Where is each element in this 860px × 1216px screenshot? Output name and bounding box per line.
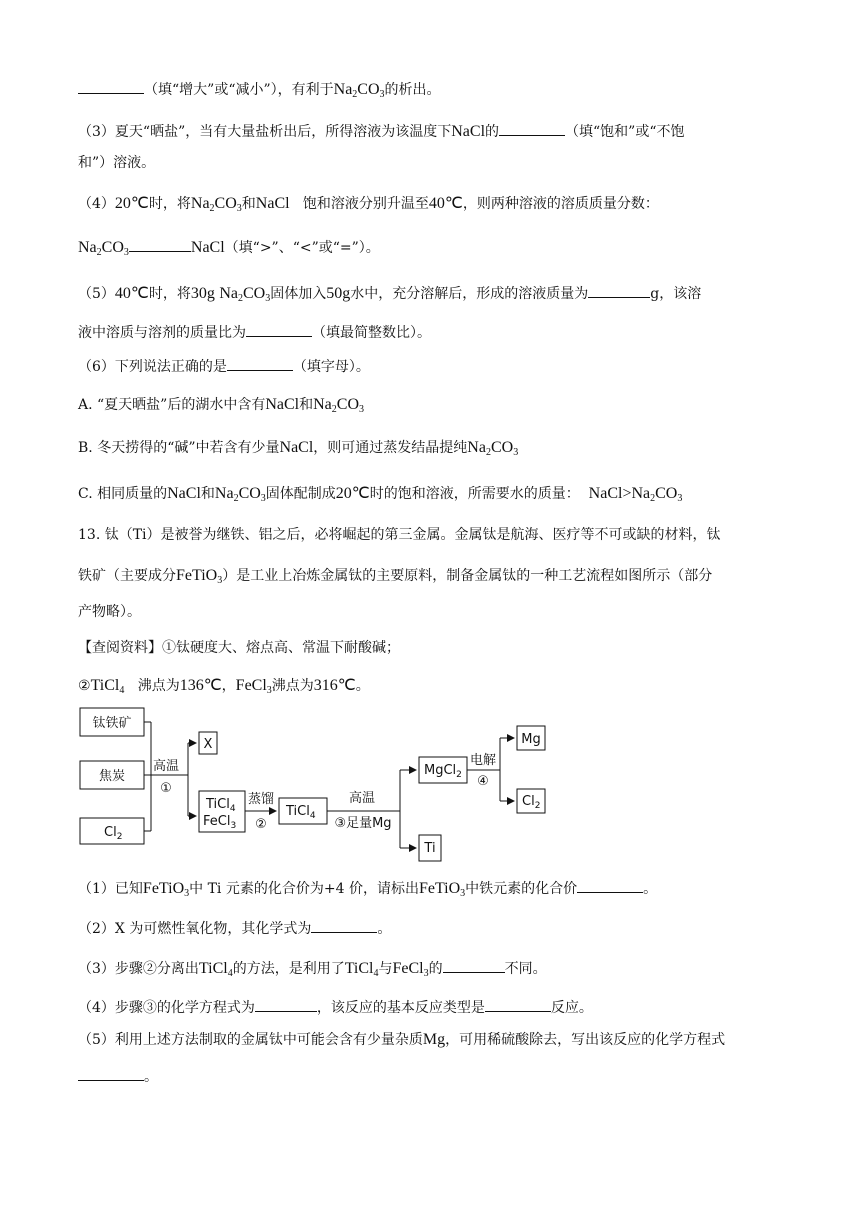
q12-part2-tail: （填“增大”或“减小”），有利于$Na_2CO_3$的析出。 <box>78 79 441 100</box>
q13-part4: （4）步骤③的化学方程式为 ，该反应的基本反应类型是 反应。 <box>78 997 593 1018</box>
q13-intro-line2: 铁矿（主要成分FeTiO$_3$）是工业上冶炼金属钛的主要原料，制备金属钛的一种工艺流程如图所示（部分 <box>78 567 713 586</box>
answer-blank[interactable] <box>311 918 377 933</box>
chlorine-label: $Cl_2$ <box>104 825 123 842</box>
q13-intro-line1: 13. 钛（Ti）是被誉为继铁、铝之后，必将崛起的第三金属。金属钛是航海、医疗等不可或缺的材料，钛 <box>78 527 721 543</box>
mixture-fecl3: FeCl$_3$ <box>203 814 237 831</box>
q12-part5-line1: （5）40℃时，将30g $Na_2CO_3$固体加入50g水中，充分溶解后，形成的溶液质量为 g，该溶 <box>78 285 702 304</box>
reference-line1: 【查阅资料】①钛硬度大、熔点高、常温下耐酸碱； <box>78 640 400 656</box>
q12-part4-line1: （4）20℃时，将$Na_2CO_3$和NaCl 饱和溶液分别升温至40℃，则两种溶液的溶质质量分数： <box>78 195 659 214</box>
answer-blank[interactable] <box>78 79 144 94</box>
q13-part2: （2）X 为可燃性氧化物，其化学式为 。 <box>78 918 391 939</box>
step4-label: ④ <box>477 774 489 789</box>
option-c: C. 相同质量的NaCl和$Na_2CO_3$固体配制成20℃时的饱和溶液，所需要水的质量： $NaCl>Na_2CO_3$ <box>78 485 683 504</box>
coke-label: 焦炭 <box>98 769 126 784</box>
q12-part4-line2: $Na_2CO_3$ NaCl（填“>”、“<”或“=”）。 <box>78 239 380 258</box>
electrolysis-label: 电解 <box>469 753 497 768</box>
answer-blank[interactable] <box>227 356 293 371</box>
q13-intro-line3: 产物略）。 <box>78 604 141 620</box>
step1-label: ① <box>160 781 172 796</box>
answer-blank[interactable] <box>443 958 505 973</box>
q12-part5-line2: 液中溶质与溶剂的质量比为 （填最简整数比）。 <box>78 322 431 343</box>
ticl4-label: TiCl$_4$ <box>286 804 316 821</box>
mgcl2-label: MgCl$_2$ <box>424 763 462 780</box>
high-temp-label-2: 高温 <box>348 791 376 806</box>
q13-part5-line1: （5）利用上述方法制取的金属钛中可能会含有少量杂质Mg，可用稀硫酸除去，写出该反应的化学方程式 <box>78 1031 726 1048</box>
q13-part1: （1）已知FeTiO$_3$中 Ti 元素的化合价为+4 价，请标出FeTiO$_3$中铁元素的化合价 。 <box>78 880 658 899</box>
q12-part3-line2: 和”）溶液。 <box>78 155 156 171</box>
reference-line2: ②TiCl$_4$ 沸点为136℃，FeCl$_3$沸点为316℃。 <box>78 677 370 696</box>
distill-label: 蒸馏 <box>247 792 275 807</box>
answer-blank[interactable] <box>78 1066 144 1081</box>
answer-blank[interactable] <box>129 237 191 252</box>
cl2-label: $Cl_2$ <box>522 794 541 811</box>
option-a: A. “夏天晒盐”后的湖水中含有NaCl和$Na_2CO_3$ <box>78 396 364 415</box>
answer-blank[interactable] <box>255 997 317 1012</box>
answer-blank[interactable] <box>577 878 643 893</box>
q13-part3: （3）步骤②分离出TiCl$_4$的方法，是利用了TiCl$_4$与FeCl$_3$的 不同。 <box>78 960 547 979</box>
q13-part5-line2: 。 <box>78 1066 158 1087</box>
mg-label: Mg <box>521 732 541 747</box>
answer-blank[interactable] <box>246 322 312 337</box>
ore-label: 钛铁矿 <box>92 716 132 731</box>
x-label: X <box>203 737 213 752</box>
q12-part6: （6）下列说法正确的是 （填字母）。 <box>78 356 370 377</box>
answer-blank[interactable] <box>485 997 551 1012</box>
process-flow-diagram <box>78 700 558 862</box>
q12-part3-line1: （3）夏天“晒盐”，当有大量盐析出后，所得溶液为该温度下NaCl的 （填“饱和”或“不饱 <box>78 123 685 140</box>
step3-label: ③足量Mg <box>334 816 392 831</box>
option-b: B. 冬天捞得的“碱”中若含有少量NaCl，则可通过蒸发结晶提纯$Na_2CO_3$ <box>78 439 519 458</box>
high-temp-label-1: 高温 <box>152 759 180 774</box>
ti-label: Ti <box>424 841 436 856</box>
answer-blank[interactable] <box>588 283 650 298</box>
mixture-ticl4: TiCl$_4$ <box>206 797 236 814</box>
step2-label: ② <box>255 817 267 832</box>
answer-blank[interactable] <box>499 121 565 136</box>
